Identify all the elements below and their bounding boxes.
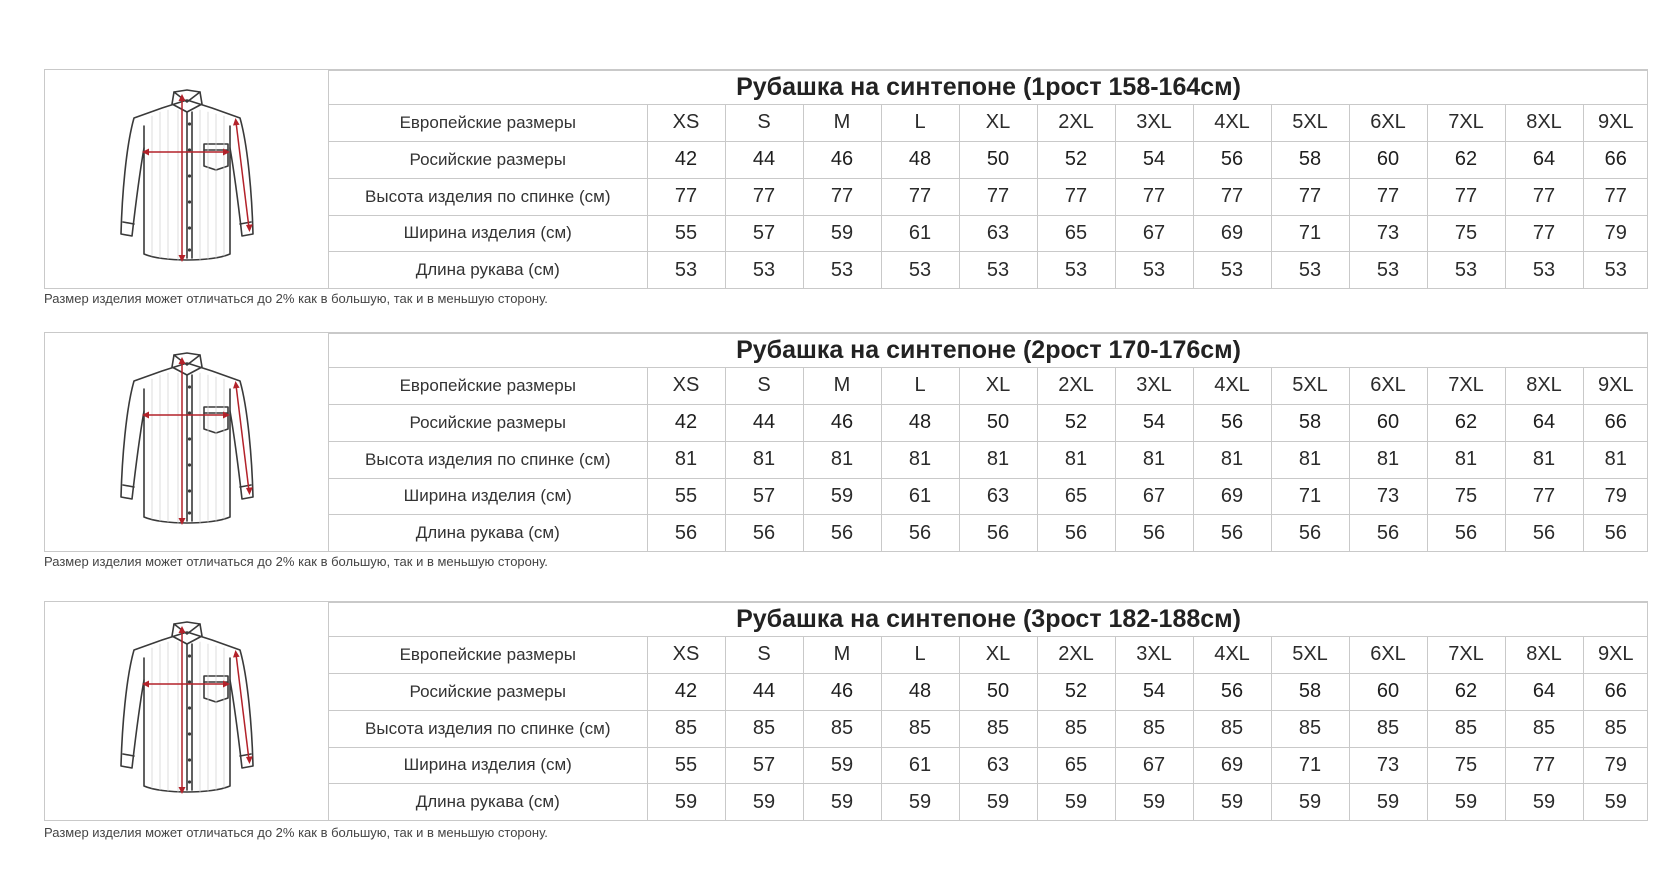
table-cell: 2XL <box>1037 368 1115 405</box>
size-note: Размер изделия может отличаться до 2% как в большую, так и в меньшую сторону. <box>44 825 548 840</box>
table-cell: 62 <box>1427 404 1505 441</box>
table-cell: 69 <box>1193 747 1271 784</box>
table-cell: 77 <box>725 178 803 215</box>
row-label: Ширина изделия (см) <box>329 478 647 515</box>
table-cell: 85 <box>1427 710 1505 747</box>
table-cell: 79 <box>1583 215 1648 252</box>
table-cell: 5XL <box>1271 637 1349 674</box>
table-cell: 6XL <box>1349 105 1427 142</box>
table-cell: 63 <box>959 215 1037 252</box>
table-cell: 56 <box>1271 515 1349 551</box>
table-cell: 42 <box>647 404 725 441</box>
size-note: Размер изделия может отличаться до 2% как в большую, так и в меньшую сторону. <box>44 554 548 569</box>
table-cell: 4XL <box>1193 637 1271 674</box>
table-cell: 81 <box>1115 441 1193 478</box>
table-cell: 77 <box>803 178 881 215</box>
table-cell: 53 <box>725 252 803 288</box>
table-cell: L <box>881 105 959 142</box>
table-row <box>329 710 1648 747</box>
table-cell: 81 <box>959 441 1037 478</box>
table-cell: L <box>881 368 959 405</box>
table-cell: S <box>725 368 803 405</box>
table-cell: 56 <box>1193 515 1271 551</box>
table-cell: XS <box>647 368 725 405</box>
table-cell: 65 <box>1037 215 1115 252</box>
table-cell: 56 <box>1349 515 1427 551</box>
table-cell: 85 <box>647 710 725 747</box>
table-cell: 53 <box>1271 252 1349 288</box>
table-row <box>329 441 1648 478</box>
table-cell: 85 <box>1271 710 1349 747</box>
table-cell: 56 <box>1427 515 1505 551</box>
table-cell: 77 <box>1427 178 1505 215</box>
row-label: Европейские размеры <box>329 105 647 142</box>
row-label: Длина рукава (см) <box>329 784 647 820</box>
chart-title: Рубашка на синтепоне (3рост 182-188см) <box>329 603 1648 637</box>
table-cell: 81 <box>1193 441 1271 478</box>
table-cell: 6XL <box>1349 637 1427 674</box>
table-cell: 55 <box>647 747 725 784</box>
table-cell: 9XL <box>1583 368 1648 405</box>
table-cell: 2XL <box>1037 637 1115 674</box>
table-cell: 65 <box>1037 747 1115 784</box>
table-cell: 56 <box>881 515 959 551</box>
table-row <box>329 673 1648 710</box>
table-cell: 85 <box>881 710 959 747</box>
table-cell: 59 <box>1583 784 1648 820</box>
table-cell: 56 <box>1037 515 1115 551</box>
table-cell: 75 <box>1427 747 1505 784</box>
table-cell: 50 <box>959 673 1037 710</box>
table-cell: 44 <box>725 141 803 178</box>
size-note: Размер изделия может отличаться до 2% как в большую, так и в меньшую сторону. <box>44 291 548 306</box>
table-cell: 85 <box>1037 710 1115 747</box>
table-cell: 61 <box>881 747 959 784</box>
table-cell: 56 <box>1505 515 1583 551</box>
table-cell: 53 <box>1505 252 1583 288</box>
row-label: Длина рукава (см) <box>329 515 647 551</box>
table-cell: 53 <box>803 252 881 288</box>
table-cell: 60 <box>1349 673 1427 710</box>
table-cell: 85 <box>1193 710 1271 747</box>
table-cell: 75 <box>1427 215 1505 252</box>
table-cell: 79 <box>1583 747 1648 784</box>
table-cell: 59 <box>1271 784 1349 820</box>
table-cell: 7XL <box>1427 637 1505 674</box>
table-cell: 71 <box>1271 478 1349 515</box>
table-cell: 5XL <box>1271 105 1349 142</box>
row-label: Европейские размеры <box>329 637 647 674</box>
table-cell: 61 <box>881 215 959 252</box>
table-cell: 66 <box>1583 404 1648 441</box>
table-cell: M <box>803 637 881 674</box>
table-cell: 65 <box>1037 478 1115 515</box>
table-cell: 8XL <box>1505 637 1583 674</box>
row-label: Росийские размеры <box>329 141 647 178</box>
table-cell: 44 <box>725 404 803 441</box>
table-cell: S <box>725 105 803 142</box>
table-cell: 63 <box>959 478 1037 515</box>
table-cell: 77 <box>1505 478 1583 515</box>
table-cell: 8XL <box>1505 368 1583 405</box>
table-cell: 46 <box>803 404 881 441</box>
table-cell: 54 <box>1115 673 1193 710</box>
table-cell: 81 <box>1037 441 1115 478</box>
table-cell: 66 <box>1583 673 1648 710</box>
table-row <box>329 215 1648 252</box>
table-cell: 53 <box>1349 252 1427 288</box>
table-cell: 62 <box>1427 141 1505 178</box>
table-cell: 7XL <box>1427 105 1505 142</box>
table-cell: 75 <box>1427 478 1505 515</box>
table-cell: 4XL <box>1193 105 1271 142</box>
table-cell: 77 <box>881 178 959 215</box>
table-cell: 73 <box>1349 747 1427 784</box>
row-label: Высота изделия по спинке (см) <box>329 710 647 747</box>
table-cell: 85 <box>1349 710 1427 747</box>
table-cell: 59 <box>1349 784 1427 820</box>
table-cell: 58 <box>1271 673 1349 710</box>
table-cell: 77 <box>1505 178 1583 215</box>
table-cell: 46 <box>803 141 881 178</box>
table-row <box>329 368 1648 405</box>
table-cell: 57 <box>725 747 803 784</box>
table-cell: 48 <box>881 673 959 710</box>
size-table <box>329 602 1648 820</box>
table-cell: 53 <box>881 252 959 288</box>
shirt-measurement-icon <box>112 618 262 804</box>
table-cell: 2XL <box>1037 105 1115 142</box>
row-label: Росийские размеры <box>329 673 647 710</box>
table-cell: 56 <box>725 515 803 551</box>
table-row <box>329 178 1648 215</box>
table-cell: 56 <box>1193 673 1271 710</box>
table-cell: 81 <box>1271 441 1349 478</box>
table-cell: 85 <box>1115 710 1193 747</box>
table-cell: XL <box>959 105 1037 142</box>
table-cell: 77 <box>959 178 1037 215</box>
table-cell: 52 <box>1037 404 1115 441</box>
table-cell: 6XL <box>1349 368 1427 405</box>
table-cell: 7XL <box>1427 368 1505 405</box>
table-cell: 69 <box>1193 478 1271 515</box>
table-cell: 67 <box>1115 215 1193 252</box>
table-cell: 53 <box>1037 252 1115 288</box>
table-cell: 81 <box>1427 441 1505 478</box>
chart-title: Рубашка на синтепоне (2рост 170-176см) <box>329 334 1648 368</box>
table-cell: 53 <box>1427 252 1505 288</box>
row-label: Ширина изделия (см) <box>329 215 647 252</box>
shirt-illustration <box>45 333 329 551</box>
table-cell: 60 <box>1349 141 1427 178</box>
table-cell: 57 <box>725 215 803 252</box>
table-row <box>329 784 1648 820</box>
table-cell: 3XL <box>1115 105 1193 142</box>
table-cell: 53 <box>647 252 725 288</box>
table-cell: 77 <box>1349 178 1427 215</box>
table-cell: 59 <box>1037 784 1115 820</box>
table-cell: XL <box>959 368 1037 405</box>
table-cell: 67 <box>1115 747 1193 784</box>
table-cell: 59 <box>803 215 881 252</box>
chart-title: Рубашка на синтепоне (1рост 158-164см) <box>329 71 1648 105</box>
table-cell: 42 <box>647 141 725 178</box>
size-table <box>329 333 1648 551</box>
table-row <box>329 637 1648 674</box>
table-cell: 57 <box>725 478 803 515</box>
table-cell: 77 <box>1583 178 1648 215</box>
row-label: Ширина изделия (см) <box>329 747 647 784</box>
table-cell: 58 <box>1271 404 1349 441</box>
table-cell: 85 <box>1583 710 1648 747</box>
table-cell: M <box>803 368 881 405</box>
row-label: Высота изделия по спинке (см) <box>329 441 647 478</box>
table-cell: M <box>803 105 881 142</box>
table-cell: 50 <box>959 404 1037 441</box>
table-cell: 85 <box>959 710 1037 747</box>
size-chart-3 <box>44 601 1648 821</box>
table-cell: 58 <box>1271 141 1349 178</box>
table-cell: 77 <box>1193 178 1271 215</box>
table-cell: 81 <box>647 441 725 478</box>
table-cell: 85 <box>725 710 803 747</box>
table-cell: 64 <box>1505 673 1583 710</box>
table-cell: 67 <box>1115 478 1193 515</box>
table-cell: 53 <box>1115 252 1193 288</box>
table-row <box>329 747 1648 784</box>
table-cell: 55 <box>647 478 725 515</box>
table-cell: 77 <box>1115 178 1193 215</box>
table-row <box>329 141 1648 178</box>
table-cell: 71 <box>1271 215 1349 252</box>
table-cell: 9XL <box>1583 105 1648 142</box>
table-row <box>329 478 1648 515</box>
table-cell: XS <box>647 105 725 142</box>
table-cell: 59 <box>803 784 881 820</box>
table-cell: 9XL <box>1583 637 1648 674</box>
table-cell: 56 <box>647 515 725 551</box>
table-cell: 56 <box>1115 515 1193 551</box>
table-cell: 59 <box>803 747 881 784</box>
table-cell: 56 <box>959 515 1037 551</box>
table-cell: 59 <box>1505 784 1583 820</box>
shirt-illustration <box>45 70 329 288</box>
table-cell: 81 <box>725 441 803 478</box>
table-cell: 81 <box>1505 441 1583 478</box>
table-cell: 42 <box>647 673 725 710</box>
size-chart-1 <box>44 69 1648 289</box>
table-cell: 50 <box>959 141 1037 178</box>
table-cell: 77 <box>1037 178 1115 215</box>
table-row <box>329 515 1648 551</box>
table-cell: 59 <box>725 784 803 820</box>
table-cell: 46 <box>803 673 881 710</box>
row-label: Европейские размеры <box>329 368 647 405</box>
table-cell: 79 <box>1583 478 1648 515</box>
table-cell: 44 <box>725 673 803 710</box>
table-cell: 59 <box>1193 784 1271 820</box>
table-cell: 59 <box>881 784 959 820</box>
table-cell: 8XL <box>1505 105 1583 142</box>
table-cell: 54 <box>1115 404 1193 441</box>
table-cell: 52 <box>1037 141 1115 178</box>
table-cell: 85 <box>803 710 881 747</box>
shirt-illustration <box>45 602 329 820</box>
row-label: Длина рукава (см) <box>329 252 647 288</box>
table-cell: 77 <box>1271 178 1349 215</box>
size-table <box>329 70 1648 288</box>
table-cell: 73 <box>1349 215 1427 252</box>
table-cell: 71 <box>1271 747 1349 784</box>
row-label: Высота изделия по спинке (см) <box>329 178 647 215</box>
table-cell: 85 <box>1505 710 1583 747</box>
table-cell: 56 <box>1193 404 1271 441</box>
table-cell: 54 <box>1115 141 1193 178</box>
table-cell: 63 <box>959 747 1037 784</box>
table-cell: XL <box>959 637 1037 674</box>
table-cell: 53 <box>1193 252 1271 288</box>
table-cell: 81 <box>1583 441 1648 478</box>
table-cell: 60 <box>1349 404 1427 441</box>
table-cell: 53 <box>959 252 1037 288</box>
table-cell: 64 <box>1505 404 1583 441</box>
table-cell: 52 <box>1037 673 1115 710</box>
table-cell: 73 <box>1349 478 1427 515</box>
table-cell: 77 <box>1505 747 1583 784</box>
table-cell: S <box>725 637 803 674</box>
table-cell: 3XL <box>1115 637 1193 674</box>
table-row <box>329 404 1648 441</box>
table-cell: 59 <box>1427 784 1505 820</box>
table-cell: 5XL <box>1271 368 1349 405</box>
size-chart-2 <box>44 332 1648 552</box>
shirt-measurement-icon <box>112 86 262 272</box>
table-cell: 53 <box>1583 252 1648 288</box>
table-cell: 56 <box>803 515 881 551</box>
table-cell: 56 <box>1193 141 1271 178</box>
table-cell: 61 <box>881 478 959 515</box>
table-cell: L <box>881 637 959 674</box>
table-cell: 59 <box>647 784 725 820</box>
table-cell: 81 <box>803 441 881 478</box>
table-row <box>329 105 1648 142</box>
table-cell: 59 <box>803 478 881 515</box>
table-cell: 81 <box>881 441 959 478</box>
table-cell: 77 <box>1505 215 1583 252</box>
table-cell: 69 <box>1193 215 1271 252</box>
table-cell: 59 <box>1115 784 1193 820</box>
table-cell: 56 <box>1583 515 1648 551</box>
table-cell: 3XL <box>1115 368 1193 405</box>
table-cell: 66 <box>1583 141 1648 178</box>
table-row <box>329 252 1648 288</box>
shirt-measurement-icon <box>112 349 262 535</box>
table-cell: 48 <box>881 141 959 178</box>
table-cell: 77 <box>647 178 725 215</box>
table-cell: 59 <box>959 784 1037 820</box>
table-cell: 48 <box>881 404 959 441</box>
table-cell: 55 <box>647 215 725 252</box>
table-cell: 64 <box>1505 141 1583 178</box>
row-label: Росийские размеры <box>329 404 647 441</box>
table-cell: XS <box>647 637 725 674</box>
table-cell: 81 <box>1349 441 1427 478</box>
table-cell: 62 <box>1427 673 1505 710</box>
table-cell: 4XL <box>1193 368 1271 405</box>
